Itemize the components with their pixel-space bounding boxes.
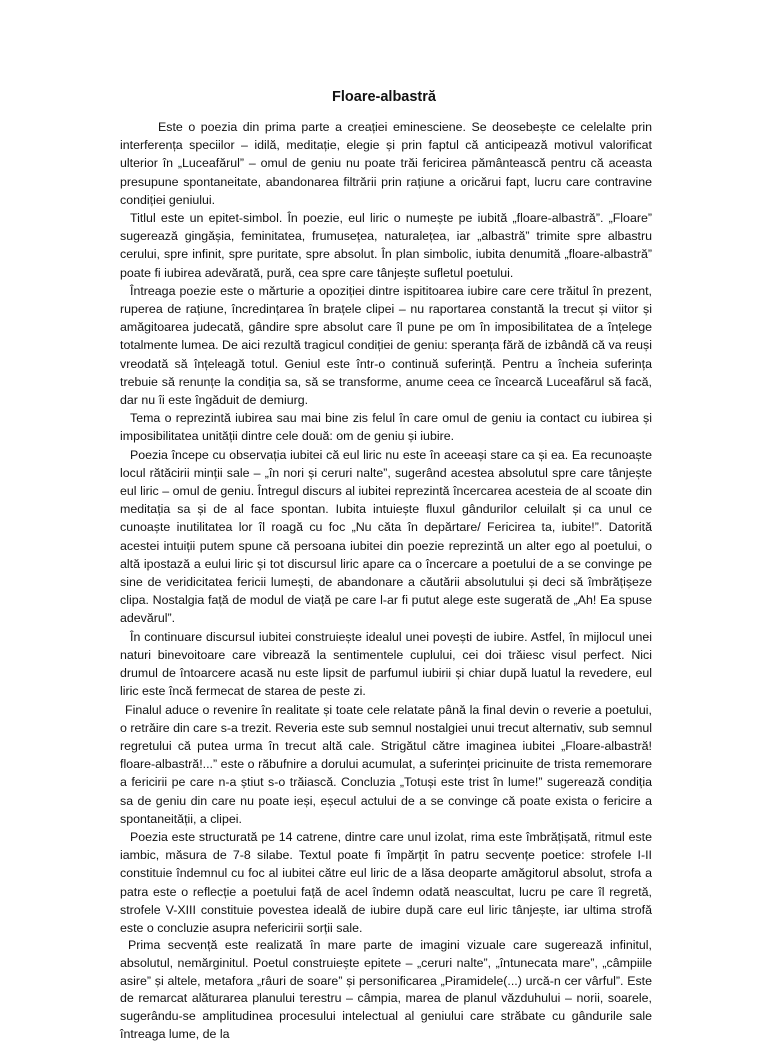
document-body [120,118,652,1043]
paragraph-first-sequence: Prima secvență este realizată în mare parte de imagini vizuale care sugerează infinitul, absolutul, nemărginitul. Poetul construiește epitete – „ceruri nalte”, „întunecata mare”, „câmpiile asire” și altele, metafora „râuri de soare” și personificarea „Piramidele(...) urcă-n cer vârful”. Este de remarcat alăturarea planului terestru – câmpia, marea de planul văzduhului – norii, soarele, sugerându-se amplitudinea procesului intelectual al geniului care străbate cu gândurile sale întreaga lume, de la [120,938,652,1041]
paragraph-theme: Tema o reprezintă iubirea sau mai bine zis felul în care omul de geniu ia contact cu iubirea și imposibilitatea unității dintre cele două: om de geniu și iubire. [120,411,652,444]
paragraph-title-analysis: Titlul este un epitet-simbol. În poezie, eul liric o numește pe iubită „floare-albastră”. „Floare” sugerează gingășia, feminitatea, frumusețea, naturalețea, iar „albastră” trimite spre albastru cerului, spre infinit, spre puritate, spre absolut. În plan simbolic, iubita denumită „floare-albastră” poate fi iubirea adevărată, pură, cea spre care tânjește sufletul poetului. [120,211,652,280]
paragraph-continuation: În continuare discursul iubitei construiește idealul unei povești de iubire. Astfel, în mijlocul unei naturi binevoitoare care vibrează la sentimentele cuplului, cei doi trăiesc visul perfect. Nici drumul de întoarcere acasă nu este lipsit de parfumul iubirii și chiar după luatul la revedere, eul liric este încă fermecat de starea de peste zi. [120,629,652,699]
paragraph-ending: Finalul aduce o revenire în realitate și toate cele relatate până la final devin o reverie a poetului, o retrăire din care s-a trezit. Reveria este sub semnul nostalgiei unui trecut alternativ, sub semnul regretului că putea urma în trecut altă cale. Strigătul către imaginea iubitei „Floare-albastră! floare-albastră!...” este o răbufnire a dorului acumulat, a suferinței pricinuite de trista rememorare a fericirii pe care n-a știut s-o trăiască. Concluzia „Totuși este trist în lume!” sugerează condiția sa de geniu din care nu poate ieși, eșecul actului de a se convinge că poate exista o fericire a spontaneității, a clipei. [120,702,652,826]
paragraph-structure: Poezia este structurată pe 14 catrene, dintre care unul izolat, rima este îmbrățișată, ritmul este iambic, măsura de 7-8 silabe. Textul poate fi împărțit în patru secvențe poetice: strofele I-II constituie îndemnul cu foc al iubitei către eul liric de a lăsa deoparte amăgitorul absolut, strofa a patra este o reflecție a poetului față de acel îndemn odată neascultat, lucru pe care îl regretă, strofele V-XIII constituie povestea ideală de iubire după care eul liric tânjește, iar ultima strofă este o concluzie asupra nefericirii sorții sale. [120,829,652,935]
paragraph-opposition: Întreaga poezie este o mărturie a opoziției dintre ispititoarea iubire care cere trăitul în prezent, ruperea de rațiune, încredințarea în brațele clipei – nu raportarea constantă la trecut și viitor și amăgitoarea judecată, gândire spre absolut care îl pune pe om în imposibilitatea de a înțelege totalmente lumea. De aici rezultă tragicul condiției de geniu: speranța fără de izbândă că va reuși vreodată să înțeleagă totul. Geniul este într-o continuă suferință. Pentru a încheia suferința trebuie să renunțe la condiția sa, să se transforme, anume ceea ce încearcă Luceafărul să facă, dar nu îi este îngăduit de demiurg. [120,283,652,408]
paragraph-beginning: Poezia începe cu observația iubitei că eul liric nu este în aceeași stare ca și ea. Ea recunoaște locul rătăcirii minții sale – „în nori și ceruri nalte”, sugerând acestea absolutul spre care tânjește eul liric – omul de geniu. Întregul discurs al iubitei reprezintă încercarea acesteia de al scoate din meditația sa și de al face spontan. Iubita intuiește fluxul gândurilor celuilalt și ca unul ce cunoaște inutilitatea lor îl roagă cu foc „Nu căta în depărtare/ Fericirea ta, iubite!”. Datorită acestei intuiții putem spune că persoana iubitei din poezie reprezintă un alter ego al poetului, o altă ipostază a eului liric și tot discursul liric apare ca o încercare a poetului de a se convinge pe sine de veridicitatea fericii lumești, de abandonare a căutării absolutului și deci să îmbrățișeze clipa. Nostalgia față de modul de viață pe care l-ar fi putut alege este sugerată de „Ah! Ea spuse adevărul”. [120,447,652,626]
paragraph-introduction: Este o poezia din prima parte a creației eminesciene. Se deosebește ce celelalte prin interferența speciilor – idilă, meditație, elegie și prin faptul că anticipează motivul valorificat ulterior în „Luceafărul” – omul de geniu nu poate trăi fericirea pământească pentru că aceasta presupune spontaneitate, abandonarea filtrării prin rațiune a oricărui fapt, lucru care contravine condiției geniului. [120,120,652,207]
page-title: Floare-albastră [332,89,436,105]
